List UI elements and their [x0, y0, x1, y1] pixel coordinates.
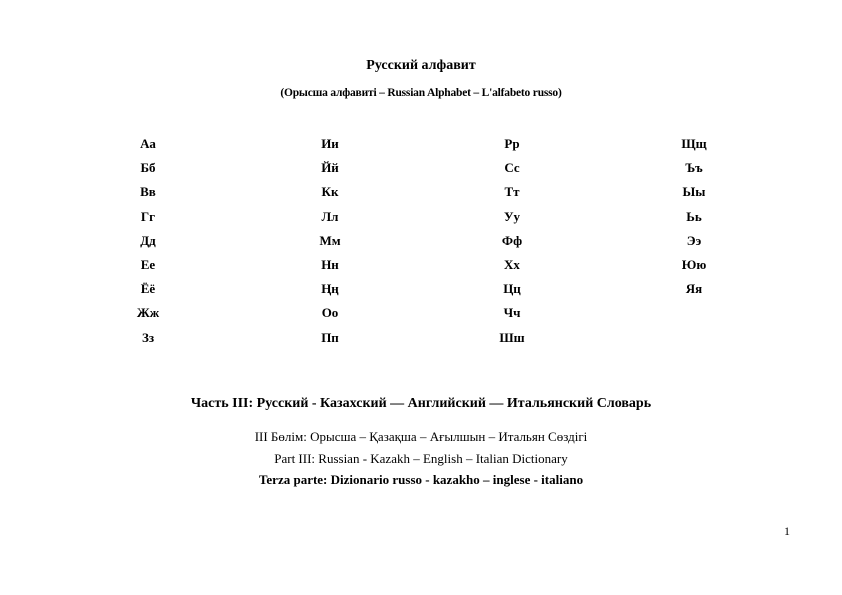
alphabet-letter: Ээ — [686, 232, 702, 248]
alphabet-letter: Фф — [501, 232, 523, 248]
page-number: 1 — [784, 524, 790, 538]
alphabet-letter: Ъъ — [685, 160, 703, 176]
alphabet-letter: Сс — [504, 160, 520, 176]
alphabet-table — [0, 132, 842, 348]
section-title-kazakh: III Бөлім: Орысша – Қазақша – Ағылшын – Итальян Сөздігі — [254, 429, 588, 444]
alphabet-column-3 — [472, 132, 552, 350]
section-title-italian: Terza parte: Dizionario russo - kazakho – inglese - italiano — [258, 472, 584, 487]
alphabet-letter: Ыы — [682, 184, 706, 200]
alphabet-column-2 — [290, 132, 370, 350]
alphabet-letter: Нн — [321, 256, 339, 272]
alphabet-letter: Мм — [319, 232, 341, 248]
alphabet-letter: Ее — [140, 256, 156, 272]
alphabet-letter: Ёё — [140, 281, 156, 297]
section-title-english: Part III: Russian - Kazakh – English – Italian Dictionary — [274, 451, 568, 466]
alphabet-letter: Бб — [140, 160, 156, 176]
alphabet-letter: Шш — [499, 329, 525, 345]
alphabet-letter: Лл — [321, 208, 339, 224]
section-heading: Часть III: Русский - Казахский — Английский — Итальянский Словарь — [190, 396, 652, 411]
alphabet-letter: Дд — [140, 232, 156, 248]
page-subtitle: (Орысша алфавиті – Russian Alphabet – L'alfabeto russo) — [280, 87, 562, 99]
alphabet-letter: Ңң — [321, 281, 339, 297]
alphabet-letter: Уу — [503, 208, 521, 224]
alphabet-letter: Йй — [321, 160, 339, 176]
page-title: Русский алфавит — [366, 58, 476, 73]
alphabet-letter: Ии — [321, 136, 339, 151]
alphabet-letter: Рр — [504, 136, 520, 151]
alphabet-letter: Щщ — [681, 136, 707, 151]
alphabet-letter: Кк — [321, 184, 339, 200]
alphabet-letter: Зз — [141, 329, 155, 345]
alphabet-letter: Пп — [321, 329, 339, 345]
alphabet-letter: Юю — [681, 256, 707, 272]
alphabet-letter: Жж — [136, 305, 160, 321]
alphabet-letter: Чч — [503, 305, 521, 321]
alphabet-letter: Оо — [321, 305, 339, 321]
alphabet-letter: Вв — [140, 184, 156, 200]
alphabet-letter: Цц — [503, 281, 521, 297]
alphabet-letter: Аа — [140, 136, 156, 151]
alphabet-letter: Хх — [504, 256, 520, 272]
alphabet-letter: Яя — [685, 281, 703, 297]
alphabet-letter: Гг — [140, 208, 156, 224]
alphabet-letter: Тт — [504, 184, 520, 200]
alphabet-column-1 — [108, 132, 188, 350]
alphabet-letter: Ьь — [686, 208, 702, 224]
alphabet-column-4 — [654, 132, 734, 301]
